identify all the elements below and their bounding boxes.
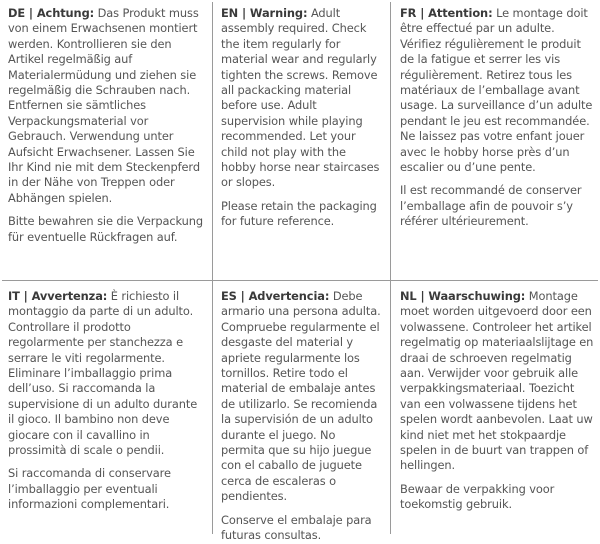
retention-note: Please retain the packaging for future reference.: [221, 198, 377, 229]
row-divider: [2, 280, 598, 281]
warning-text: Das Produkt muss von einem Erwachsenen montiert werden. Kontrollieren sie den Artikel regelmäßig auf Materialermüdung und ziehen sie regelmäßig die Schrauben nach. Entfernen sie sämtliches Verpackungsmaterial vor Gebrauch. Verwendung unter Aufsicht Erwachsener. Lassen Sie Ihr Kind nie mit dem Steckenpferd in der Nähe von Treppen oder Abhängen spielen.: [8, 6, 200, 205]
warning-section-es: [221, 289, 381, 544]
retention-note: Bewaar de verpakking voor toekomstig gebruik.: [400, 481, 555, 512]
warning-section-fr: [400, 6, 594, 230]
retention-note: Si raccomanda di conservare l’imballaggio per eventuali informazioni complementari.: [8, 466, 171, 512]
warning-section-nl: [400, 289, 594, 513]
warning-text: È richiesto il montaggio da parte di un adulto. Controllare il prodotto regolarmente per stanchezza e serrare le viti regolarmente. Eliminare l’imballaggio prima dell’uso. Si raccomanda la supervisione di un adulto durante il gioco. Il bambino non deve giocare con il cavallino in prossimità di scale o pendii.: [8, 289, 198, 458]
column-divider: [390, 280, 391, 534]
column-divider: [390, 2, 391, 280]
warning-text: Debe armario una persona adulta. Compruebe regularmente el desgaste del material y apriete regularmente los tornillos. Retire todo el material de embalaje antes de utilizarlo. Se recomienda la supervisión de un adulto durante el juego. No permita que su hijo juegue con el caballo de juguete cerca de escaleras o pendientes.: [221, 289, 381, 504]
warning-body-paragraph: [8, 6, 204, 206]
column-divider: [212, 2, 213, 280]
warning-heading: FR | Attention:: [400, 6, 493, 20]
warning-section-en: [221, 6, 381, 230]
warning-text: Le montage doit être effectué par un adulte. Vérifiez régulièrement le produit de la fatigue et serrer les vis régulièrement. Retirez tous les matériaux de l’emballage avant usage. La surveillance d’un adulte pendant le jeu est recommandée. Ne laissez pas votre enfant jouer avec le hobby horse près d’un escalier ou d’une pente.: [400, 6, 593, 175]
retention-note: Conserve el embalaje para futuras consultas.: [221, 512, 372, 543]
warning-body-paragraph: [8, 289, 204, 458]
warning-heading: NL | Waarschuwing:: [400, 289, 526, 303]
warning-body-paragraph: [400, 289, 594, 474]
warning-section-de: [8, 6, 204, 245]
warning-body-paragraph: [221, 6, 381, 191]
warning-text: Montage moet worden uitgevoerd door een volwassene. Controleer het artikel regelmatig op materiaalslijtage en draai de schroeven regelmatig aan. Verwijder voor gebruik alle verpakkingsmateriaal. Toezicht van een volwassene tijdens het spelen wordt aanbevolen. Laat uw kind niet met het stokpaardje spelen in de buurt van trappen of hellingen.: [400, 289, 594, 473]
warning-body-paragraph: [400, 6, 594, 175]
warning-heading: DE | Achtung:: [8, 6, 95, 20]
warning-body-paragraph: [221, 289, 381, 505]
warning-heading: EN | Warning:: [221, 6, 308, 20]
warning-section-it: [8, 289, 204, 513]
retention-note: Bitte bewahren sie die Verpackung für eventuelle Rückfragen auf.: [8, 214, 204, 244]
retention-note: Il est recommandé de conserver l’emballage afin de pouvoir s’y référer ultérieurement.: [400, 183, 582, 229]
column-divider: [212, 280, 213, 534]
warning-heading: ES | Advertencia:: [221, 289, 330, 303]
warning-text: Adult assembly required. Check the item regularly for material wear and regularly tighten the screws. Remove all packacking material before use. Adult supervision while playing recommended. Let your child not play with the hobby horse near staircases or slopes.: [221, 6, 380, 190]
warning-heading: IT | Avvertenza:: [8, 289, 108, 303]
